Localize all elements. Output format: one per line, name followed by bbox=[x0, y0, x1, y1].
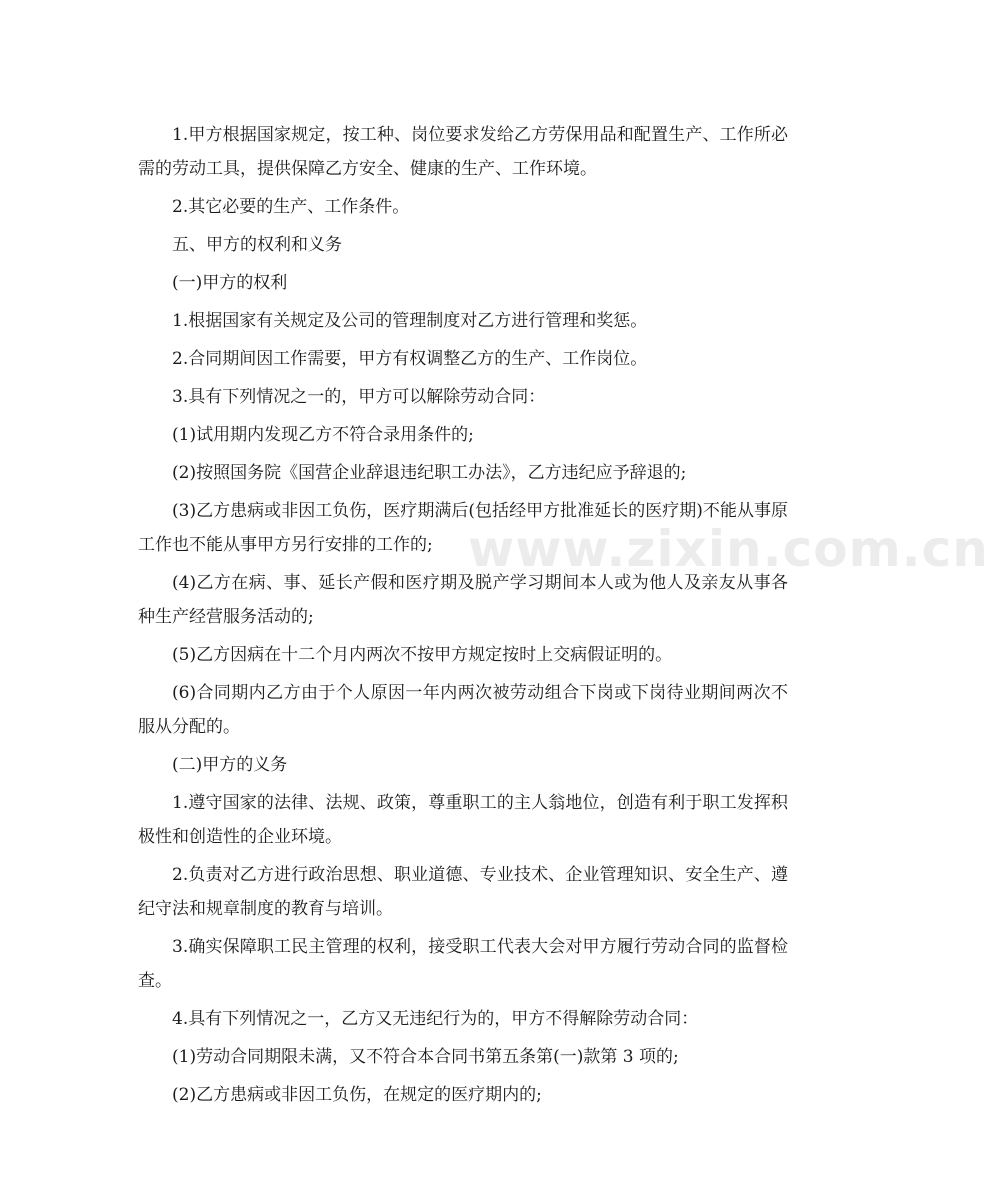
list-item-5: (5)乙方因病在十二个月内两次不按甲方规定按时上交病假证明的。 bbox=[172, 645, 673, 665]
paragraph-duties-4: 4.具有下列情况之一，乙方又无违纪行为的，甲方不得解除劳动合同： bbox=[172, 1009, 699, 1029]
paragraph-rights-1: 1.根据国家有关规定及公司的管理制度对乙方进行管理和奖惩。 bbox=[172, 311, 648, 331]
paragraph-duties-3: 3.确实保障职工民主管理的权利，接受职工代表大会对甲方履行劳动合同的监督检查。 bbox=[138, 937, 788, 991]
watermark-text: www.zixin.com.cn bbox=[468, 520, 989, 578]
document-body bbox=[138, 118, 788, 1112]
paragraph-2: 2.其它必要的生产、工作条件。 bbox=[172, 197, 410, 217]
paragraph-rights-3: 3.具有下列情况之一的，甲方可以解除劳动合同： bbox=[172, 387, 546, 407]
duties-list-item-2: (2)乙方患病或非因工负伤，在规定的医疗期内的; bbox=[172, 1085, 542, 1105]
subsection-heading-rights: (一)甲方的权利 bbox=[172, 273, 288, 293]
list-item-4: (4)乙方在病、事、延长产假和医疗期及脱产学习期间本人或为他人及亲友从事各种生产经营服务活动的; bbox=[138, 573, 788, 627]
section-heading-5: 五、甲方的权利和义务 bbox=[172, 235, 342, 255]
list-item-1: (1)试用期内发现乙方不符合录用条件的; bbox=[172, 425, 474, 445]
list-item-3: (3)乙方患病或非因工负伤，医疗期满后(包括经甲方批准延长的医疗期)不能从事原工作也不能从事甲方另行安排的工作的; bbox=[138, 501, 788, 555]
list-item-2: (2)按照国务院《国营企业辞退违纪职工办法》，乙方违纪应予辞退的; bbox=[172, 463, 687, 483]
duties-list-item-1: (1)劳动合同期限未满，又不符合本合同书第五条第(一)款第 3 项的; bbox=[172, 1047, 679, 1067]
paragraph-1: 1.甲方根据国家规定，按工种、岗位要求发给乙方劳保用品和配置生产、工作所必需的劳动工具，提供保障乙方安全、健康的生产、工作环境。 bbox=[138, 125, 788, 179]
paragraph-duties-1: 1.遵守国家的法律、法规、政策，尊重职工的主人翁地位，创造有利于职工发挥积极性和创造性的企业环境。 bbox=[138, 793, 788, 847]
paragraph-duties-2: 2.负责对乙方进行政治思想、职业道德、专业技术、企业管理知识、安全生产、遵纪守法和规章制度的教育与培训。 bbox=[138, 865, 788, 919]
paragraph-rights-2: 2.合同期间因工作需要，甲方有权调整乙方的生产、工作岗位。 bbox=[172, 349, 648, 369]
list-item-6: (6)合同期内乙方由于个人原因一年内两次被劳动组合下岗或下岗待业期间两次不服从分配的。 bbox=[138, 683, 788, 737]
subsection-heading-duties: (二)甲方的义务 bbox=[172, 755, 288, 775]
